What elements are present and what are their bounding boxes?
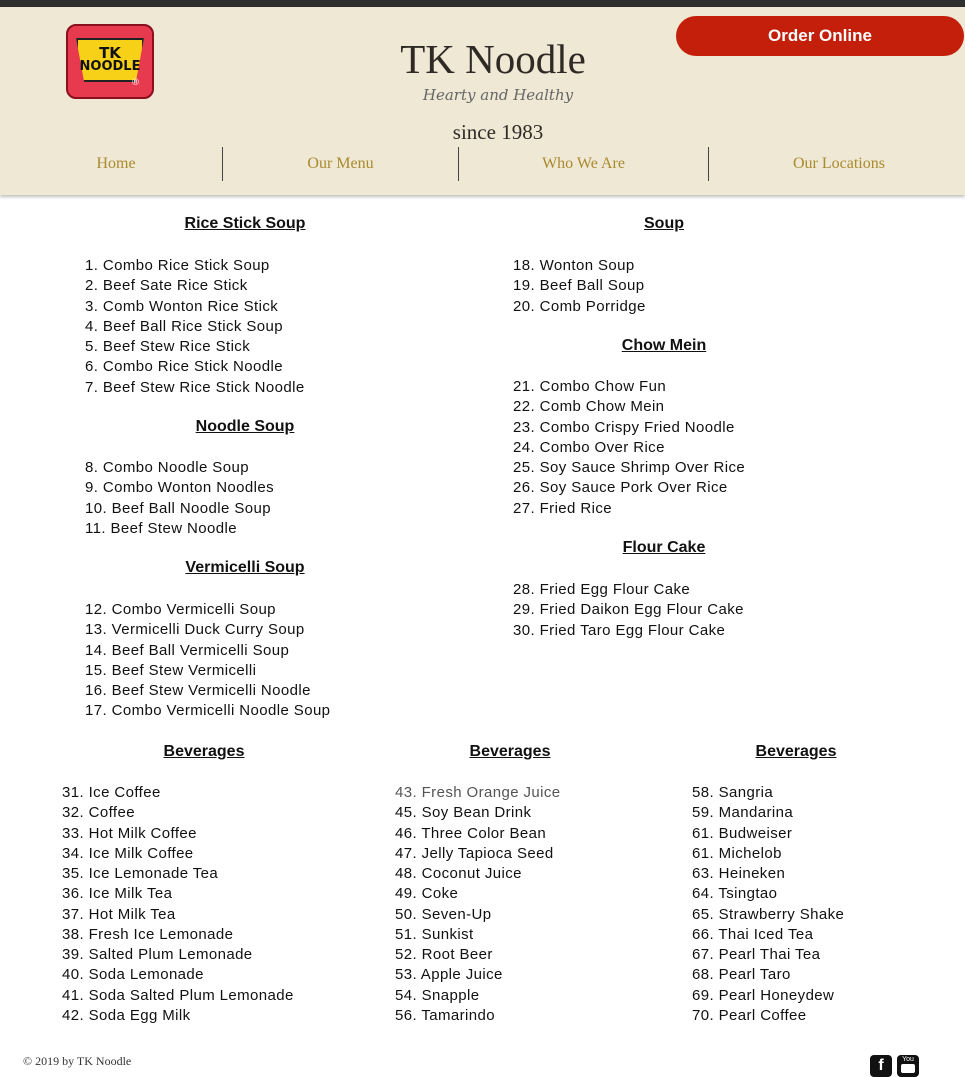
youtube-label: You bbox=[902, 1056, 914, 1063]
menu-item: 17. Combo Vermicelli Noodle Soup bbox=[85, 702, 331, 720]
beverages-list-3 bbox=[692, 783, 844, 1026]
section-heading-beverages: Beverages bbox=[469, 743, 551, 760]
order-online-button[interactable]: Order Online bbox=[676, 16, 964, 56]
menu-item: 68. Pearl Taro bbox=[692, 966, 791, 984]
site-title: TK Noodle bbox=[400, 36, 586, 82]
menu-item: 43. Fresh Orange Juice bbox=[395, 784, 561, 801]
section-heading-soup: Soup bbox=[644, 215, 684, 232]
menu-item: 29. Fried Daikon Egg Flour Cake bbox=[513, 601, 744, 619]
since-text: since 1983 bbox=[452, 120, 544, 144]
vermicelli-soup-list bbox=[85, 600, 330, 722]
section-heading-flour-cake: Flour Cake bbox=[622, 539, 706, 556]
youtube-play-box bbox=[901, 1064, 915, 1073]
menu-item: 28. Fried Egg Flour Cake bbox=[513, 581, 691, 598]
menu-item: 11. Beef Stew Noodle bbox=[85, 519, 237, 537]
menu-item: 24. Combo Over Rice bbox=[513, 438, 665, 456]
beverages-list-2 bbox=[395, 783, 561, 1026]
nav-our-locations[interactable]: Our Locations bbox=[793, 155, 885, 172]
menu-item: 7. Beef Stew Rice Stick Noodle bbox=[85, 378, 305, 396]
menu-item: 31. Ice Coffee bbox=[62, 784, 161, 801]
flour-cake-list bbox=[513, 580, 744, 641]
menu-item: 51. Sunkist bbox=[395, 925, 474, 943]
menu-item: 47. Jelly Tapioca Seed bbox=[395, 844, 554, 862]
menu-item: 13. Vermicelli Duck Curry Soup bbox=[85, 621, 305, 639]
top-strip bbox=[0, 0, 965, 7]
logo-text-noodle: NOODLE bbox=[79, 59, 141, 74]
rice-stick-soup-list bbox=[85, 256, 305, 398]
menu-item: 23. Combo Crispy Fried Noodle bbox=[513, 418, 735, 436]
facebook-icon[interactable]: f bbox=[870, 1055, 892, 1077]
menu-item: 5. Beef Stew Rice Stick bbox=[85, 338, 251, 355]
menu-item: 61. Budweiser bbox=[692, 824, 793, 842]
menu-item: 69. Pearl Honeydew bbox=[692, 986, 835, 1004]
copyright-text: © 2019 by TK Noodle bbox=[23, 1054, 132, 1068]
section-heading-vermicelli-soup: Vermicelli Soup bbox=[185, 559, 305, 576]
site-tagline: Hearty and Healthy bbox=[422, 86, 574, 104]
menu-item: 35. Ice Lemonade Tea bbox=[62, 865, 219, 882]
menu-item: 63. Heineken bbox=[692, 865, 786, 882]
menu-item: 1. Combo Rice Stick Soup bbox=[85, 257, 270, 274]
nav-home[interactable]: Home bbox=[96, 155, 136, 172]
menu-item: 67. Pearl Thai Tea bbox=[692, 946, 821, 963]
logo-text-tk: TK bbox=[99, 44, 121, 62]
registered-mark: ® bbox=[131, 78, 140, 88]
menu-item: 38. Fresh Ice Lemonade bbox=[62, 925, 234, 943]
menu-item: 22. Comb Chow Mein bbox=[513, 398, 665, 416]
menu-item: 64. Tsingtao bbox=[692, 885, 778, 903]
menu-item: 3. Comb Wonton Rice Stick bbox=[85, 297, 279, 315]
menu-item: 14. Beef Ball Vermicelli Soup bbox=[85, 641, 290, 659]
menu-item: 56. Tamarindo bbox=[395, 1006, 495, 1024]
section-heading-chow-mein: Chow Mein bbox=[621, 337, 707, 354]
menu-item: 65. Strawberry Shake bbox=[692, 905, 845, 923]
menu-item: 45. Soy Bean Drink bbox=[395, 804, 532, 822]
menu-item: 59. Mandarina bbox=[692, 804, 794, 822]
menu-item: 48. Coconut Juice bbox=[395, 865, 522, 882]
menu-item: 32. Coffee bbox=[62, 804, 135, 822]
menu-item: 6. Combo Rice Stick Noodle bbox=[85, 358, 283, 376]
menu-item: 70. Pearl Coffee bbox=[692, 1006, 807, 1024]
menu-item: 27. Fried Rice bbox=[513, 499, 612, 517]
noodle-soup-list bbox=[85, 458, 274, 539]
section-heading-beverages: Beverages bbox=[163, 743, 245, 760]
menu-item: 15. Beef Stew Vermicelli bbox=[85, 661, 257, 679]
menu-item: 16. Beef Stew Vermicelli Noodle bbox=[85, 682, 311, 699]
menu-item: 50. Seven-Up bbox=[395, 905, 492, 923]
menu-item: 12. Combo Vermicelli Soup bbox=[85, 601, 276, 618]
menu-item: 34. Ice Milk Coffee bbox=[62, 844, 194, 862]
menu-item: 42. Soda Egg Milk bbox=[62, 1006, 191, 1024]
youtube-icon[interactable] bbox=[897, 1055, 919, 1077]
menu-item: 54. Snapple bbox=[395, 986, 480, 1004]
menu-item: 61. Michelob bbox=[692, 844, 782, 862]
site-header bbox=[0, 7, 965, 195]
menu-item: 19. Beef Ball Soup bbox=[513, 277, 645, 295]
tk-noodle-logo[interactable] bbox=[66, 24, 154, 99]
nav-our-menu[interactable]: Our Menu bbox=[307, 155, 374, 172]
menu-item: 4. Beef Ball Rice Stick Soup bbox=[85, 317, 283, 335]
section-heading-rice-stick-soup: Rice Stick Soup bbox=[184, 215, 306, 232]
nav-who-we-are[interactable]: Who We Are bbox=[542, 155, 625, 172]
menu-item: 49. Coke bbox=[395, 885, 459, 903]
section-heading-beverages: Beverages bbox=[755, 743, 837, 760]
menu-item: 26. Soy Sauce Pork Over Rice bbox=[513, 479, 728, 497]
section-heading-noodle-soup: Noodle Soup bbox=[195, 418, 295, 435]
menu-item: 52. Root Beer bbox=[395, 946, 493, 963]
menu-item: 37. Hot Milk Tea bbox=[62, 905, 176, 923]
menu-item: 33. Hot Milk Coffee bbox=[62, 824, 197, 842]
menu-item: 36. Ice Milk Tea bbox=[62, 885, 173, 903]
menu-item: 21. Combo Chow Fun bbox=[513, 378, 667, 395]
menu-item: 9. Combo Wonton Noodles bbox=[85, 479, 275, 497]
menu-item: 39. Salted Plum Lemonade bbox=[62, 946, 253, 963]
menu-item: 20. Comb Porridge bbox=[513, 297, 646, 315]
beverages-list-1 bbox=[62, 783, 294, 1026]
menu-item: 25. Soy Sauce Shrimp Over Rice bbox=[513, 459, 746, 476]
menu-item: 53. Apple Juice bbox=[395, 966, 503, 984]
chow-mein-list bbox=[513, 377, 745, 519]
menu-item: 18. Wonton Soup bbox=[513, 257, 635, 274]
menu-item: 40. Soda Lemonade bbox=[62, 966, 204, 984]
menu-item: 41. Soda Salted Plum Lemonade bbox=[62, 986, 294, 1004]
menu-item: 58. Sangria bbox=[692, 784, 774, 801]
menu-item: 8. Combo Noodle Soup bbox=[85, 459, 249, 476]
menu-item: 10. Beef Ball Noodle Soup bbox=[85, 499, 271, 517]
menu-item: 30. Fried Taro Egg Flour Cake bbox=[513, 621, 726, 639]
menu-item: 46. Three Color Bean bbox=[395, 824, 547, 842]
main-nav bbox=[0, 147, 965, 181]
menu-item: 2. Beef Sate Rice Stick bbox=[85, 277, 248, 295]
menu-item: 66. Thai Iced Tea bbox=[692, 925, 814, 943]
soup-list bbox=[513, 256, 646, 317]
